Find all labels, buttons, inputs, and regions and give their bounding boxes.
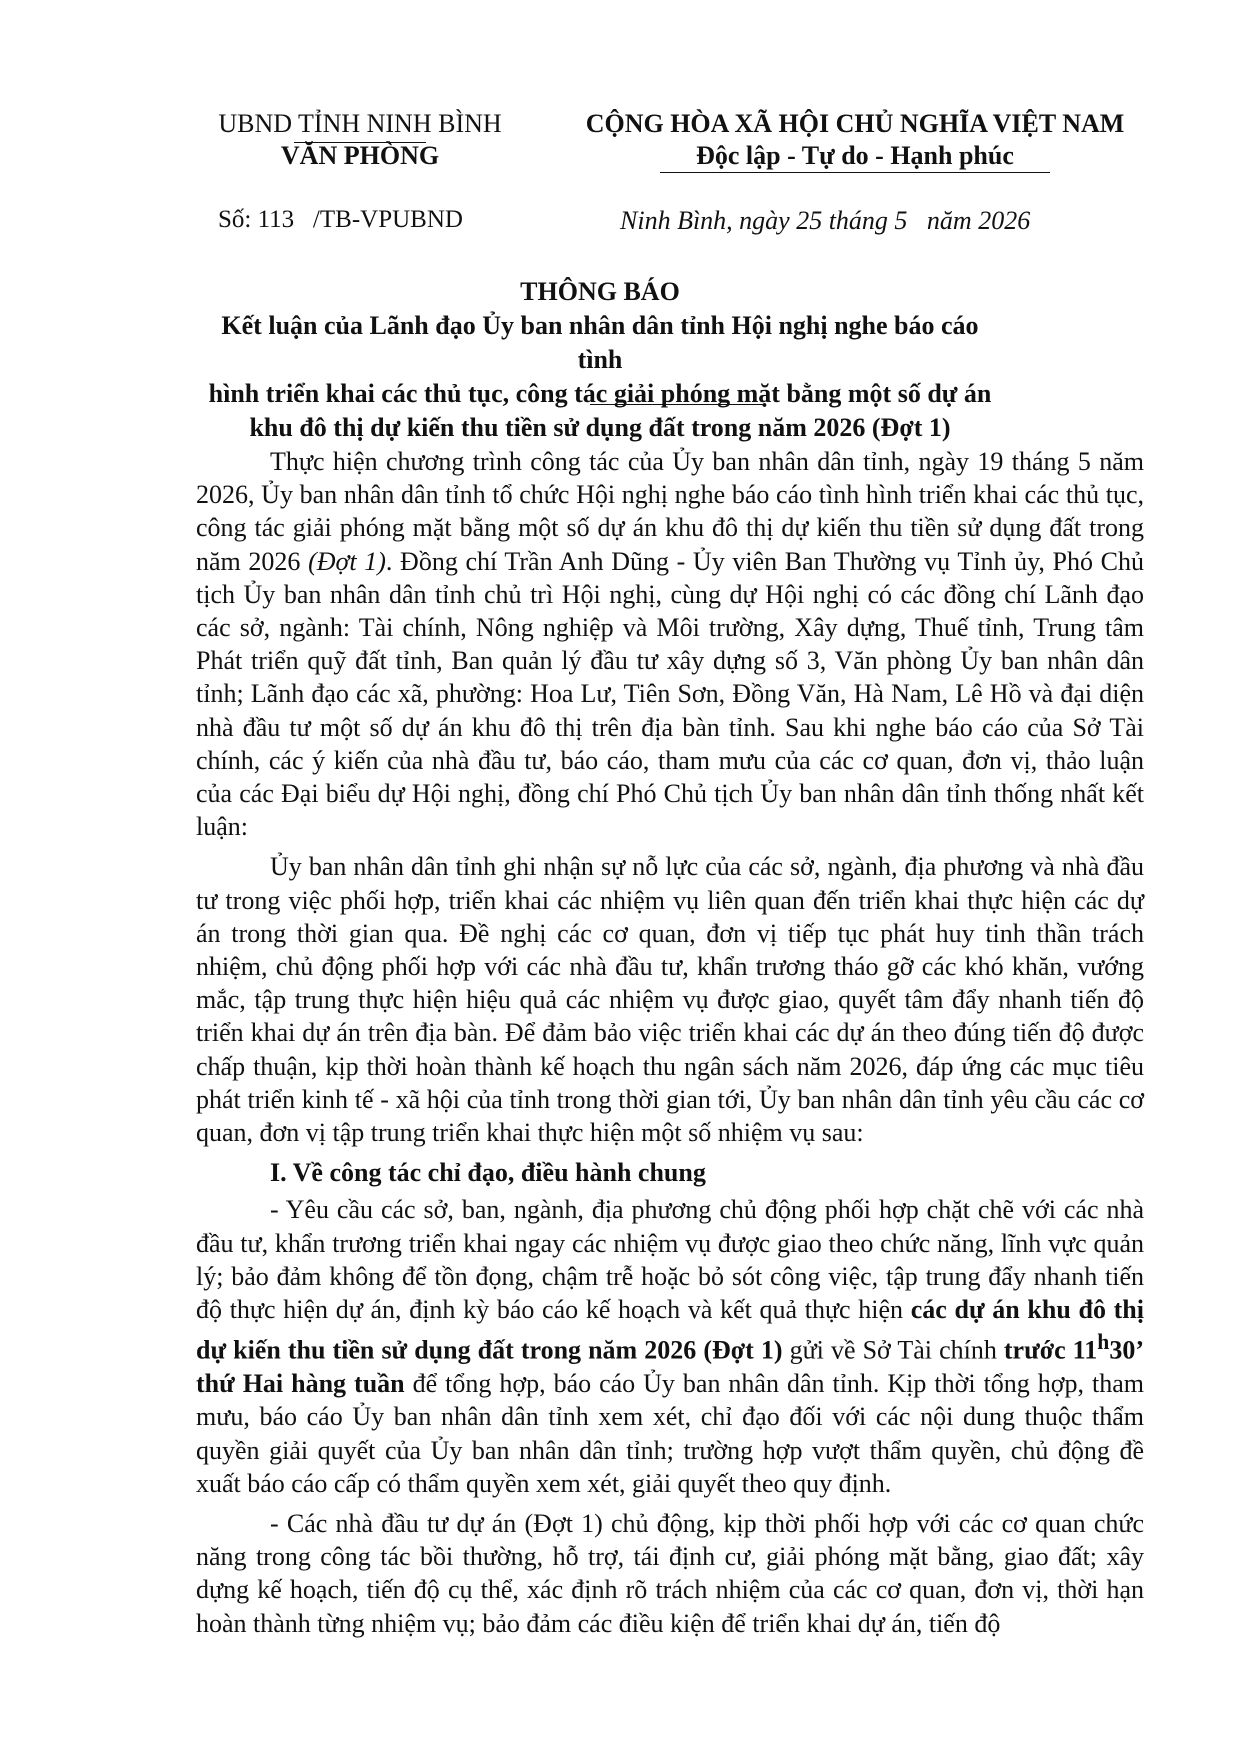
document-type: THÔNG BÁO [520, 277, 680, 306]
nation-name: CỘNG HÒA XÃ HỘI CHỦ NGHĨA VIỆT NAM [585, 109, 1125, 138]
document-number: Số: 113 /TB-VPUBND [218, 206, 463, 233]
title-underline [590, 404, 765, 405]
national-header [555, 108, 1155, 172]
issuer-parent: UBND TỈNH NINH BÌNH [218, 109, 502, 138]
motto-underline [660, 172, 1050, 173]
paragraph-directive-2: - Các nhà đầu tư dự án (Đợt 1) chủ động, kịp thời phối hợp với các cơ quan chức năng trong công tác bồi thường, hỗ trợ, tái định cư, giải phóng mặt bằng, giao đất; xây dựng kế hoạch, tiến độ cụ thể, xác định rõ trách nhiệm của các cơ quan, đơn vị, thời hạn hoàn thành từng nhiệm vụ; bảo đảm các điều kiện để triển khai dự án, tiến độ [196, 1508, 1144, 1638]
paragraph-intro: Thực hiện chương trình công tác của Ủy ban nhân dân tỉnh, ngày 19 tháng 5 năm 2026, Ủy ban nhân dân tỉnh tổ chức Hội nghị nghe báo cáo tình hình triển khai các thủ tục, công tác giải phóng mặt bằng một số dự án khu đô thị dự kiến thu tiền sử dụng đất trong năm 2026 (Đợt 1). Đồng chí Trần Anh Dũng - Ủy viên Ban Thường vụ Tỉnh ủy, Phó Chủ tịch Ủy ban nhân dân tỉnh chủ trì Hội nghị, cùng dự Hội nghị có các đồng chí Lãnh đạo các sở, ngành: Tài chính, Nông nghiệp và Môi trường, Xây dựng, Thuế tỉnh, Trung tâm Phát triển quỹ đất tỉnh, Ban quản lý đầu tư xây dựng số 3, Văn phòng Ủy ban nhân dân tỉnh; Lãnh đạo các xã, phường: Hoa Lư, Tiên Sơn, Đồng Văn, Hà Nam, Lê Hồ và đại diện nhà đầu tư một số dự án khu đô thị trên địa bàn tỉnh. Sau khi nghe báo cáo của Sở Tài chính, các ý kiến của nhà đầu tư, báo cáo, tham mưu của các cơ quan, đơn vị, thảo luận của các Đại biểu dự Hội nghị, đồng chí Phó Chủ tịch Ủy ban nhân dân tỉnh thống nhất kết luận: [196, 447, 1145, 842]
document-body [196, 445, 1144, 1647]
document-subject-line-1: Kết luận của Lãnh đạo Ủy ban nhân dân tỉnh Hội nghị nghe báo cáo tình [221, 311, 979, 374]
document-subject-line-2: hình triển khai các thủ tục, công tác giải phóng mặt bằng một số dự án [208, 379, 992, 408]
document-subject-line-3: khu đô thị dự kiến thu tiền sử dụng đất trong năm 2026 (Đợt 1) [249, 413, 951, 442]
section-heading-1: I. Về công tác chỉ đạo, điều hành chung [270, 1158, 706, 1188]
paragraph-acknowledgement: Ủy ban nhân dân tỉnh ghi nhận sự nỗ lực của các sở, ngành, địa phương và nhà đầu tư trong việc phối hợp, triển khai các nhiệm vụ liên quan đến triển khai thực hiện các dự án trong thời gian qua. Đề nghị các cơ quan, đơn vị tiếp tục phát huy tinh thần trách nhiệm, chủ động phối hợp với các nhà đầu tư, khẩn trương tháo gỡ các khó khăn, vướng mắc, tập trung thực hiện hiệu quả các nhiệm vụ được giao, quyết tâm đẩy nhanh tiến độ triển khai dự án trên địa bàn. Để đảm bảo việc triển khai các dự án theo đúng tiến độ được chấp thuận, kịp thời hoàn thành kế hoạch thu ngân sách năm 2026, đáp ứng các mục tiêu phát triển kinh tế - xã hội của tỉnh trong thời gian tới, Ủy ban nhân dân tỉnh yêu cầu các cơ quan, đơn vị tập trung triển khai thực hiện một số nhiệm vụ sau: [196, 852, 1144, 1148]
national-motto: Độc lập - Tự do - Hạnh phúc [696, 141, 1014, 170]
paragraph-directive-1: - Yêu cầu các sở, ban, ngành, địa phương chủ động phối hợp chặt chẽ với các nhà đầu tư, khẩn trương triển khai ngay các nhiệm vụ được giao theo chức năng, lĩnh vực quản lý; bảo đảm không để tồn đọng, chậm trễ hoặc bỏ sót công việc, tập trung đẩy nhanh tiến độ thực hiện dự án, định kỳ báo cáo kế hoạch và kết quả thực hiện các dự án khu đô thị dự kiến thu tiền sử dụng đất trong năm 2026 (Đợt 1) gửi về Sở Tài chính trước 11$^h$30’ thứ Hai hàng tuần để tổng hợp, báo cáo Ủy ban nhân dân tỉnh. Kịp thời tổng hợp, tham mưu, báo cáo Ủy ban nhân dân tỉnh xem xét, chỉ đạo đối với các nội dung thuộc thẩm quyền giải quyết của Ủy ban nhân dân tỉnh; trường hợp vượt thẩm quyền, chủ động đề xuất báo cáo cấp có thẩm quyền xem xét, giải quyết theo quy định. [196, 1195, 1144, 1498]
issuer-header [210, 108, 510, 172]
document-title [200, 275, 1000, 445]
issuer-underline [294, 142, 426, 143]
place-date: Ninh Bình, ngày 25 tháng 5 năm 2026 [620, 206, 1031, 235]
issuer-name: VĂN PHÒNG [280, 141, 440, 170]
